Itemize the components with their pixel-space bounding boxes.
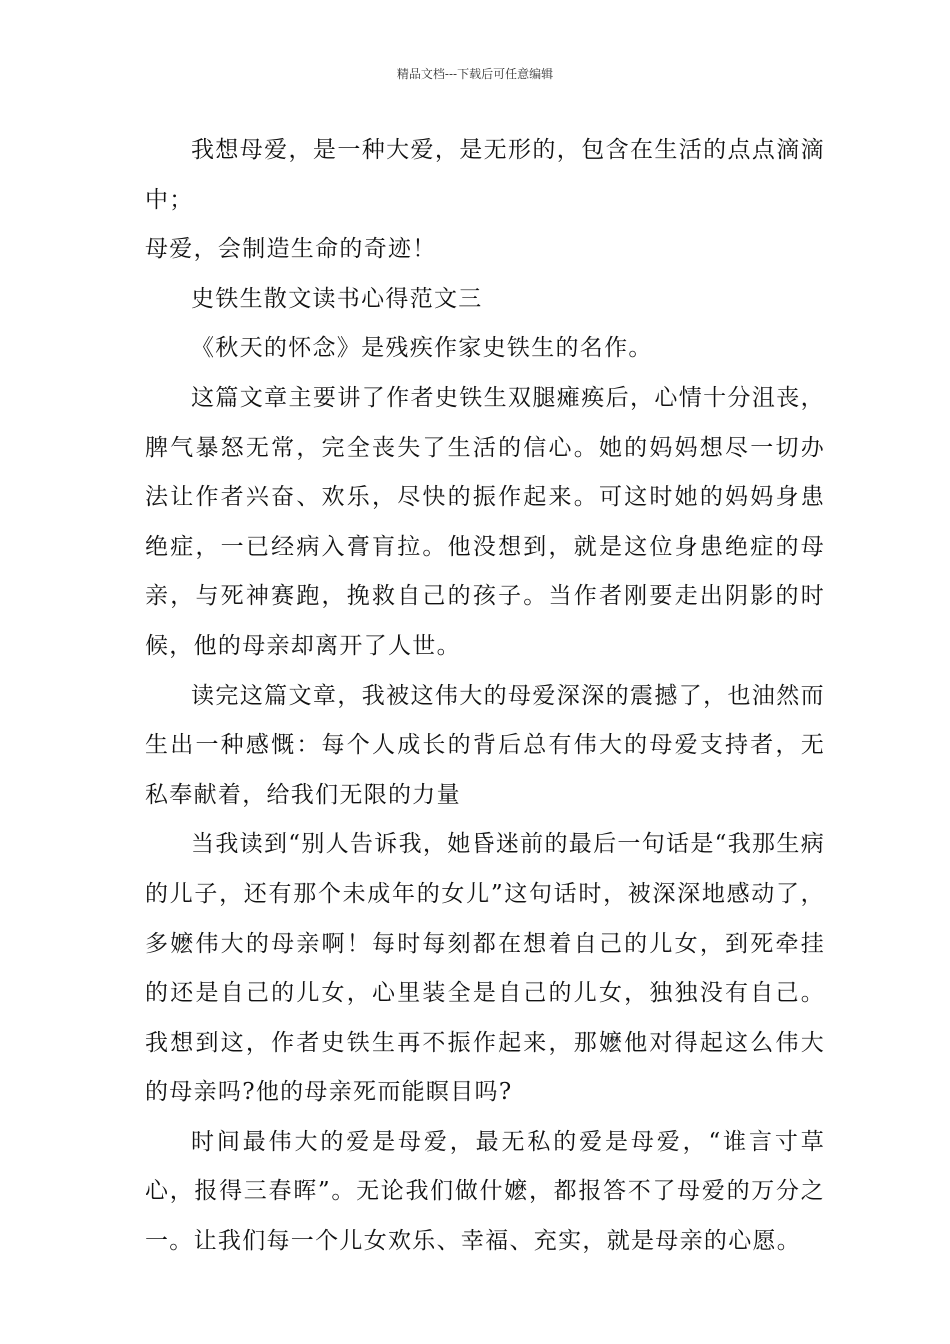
- page-header: 精品文档---下载后可任意编辑: [396, 67, 554, 81]
- paragraph: 这篇文章主要讲了作者史铁生双腿瘫痪后，心情十分沮丧，脾气暴怒无常，完全丧失了生活的信心。她的妈妈想尽一切办法让作者兴奋、欢乐，尽快的振作起来。可这时她的妈妈身患绝症，一已经病入膏肓拉。他没想到，就是这位身患绝症的母亲，与死神赛跑，挽救自己的孩子。当作者刚要走出阴影的时候，他的母亲却离开了人世。: [145, 384, 825, 659]
- paragraph: 我想母爱，是一种大爱，是无形的，包含在生活的点点滴滴中；: [145, 137, 825, 213]
- paragraph: 时间最伟大的爱是母爱，最无私的爱是母爱，“谁言寸草心，报得三春晖”。无论我们做什嬷，都报答不了母爱的万分之一。让我们每一个儿女欢乐、幸福、充实，就是母亲的心愿。: [145, 1128, 825, 1255]
- section-heading: 史铁生散文读书心得范文三: [191, 285, 483, 312]
- paragraph: 读完这篇文章，我被这伟大的母爱深深的震撼了，也油然而生出一种感慨：每个人成长的背后总有伟大的母爱支持者，无私奉献着，给我们无限的力量: [145, 682, 825, 808]
- document-body: [145, 126, 825, 1267]
- paragraph: 《秋天的怀念》是残疾作家史铁生的名作。: [191, 335, 653, 362]
- paragraph: 母爱，会制造生命的奇迹！: [145, 236, 437, 263]
- paragraph: 当我读到“别人告诉我，她昏迷前的最后一句话是“我那生病的儿子，还有那个未成年的女儿”这句话时，被深深地感动了，多嬷伟大的母亲啊！每时每刻都在想着自己的儿女，到死牵挂的还是自己的儿女，心里装全是自己的儿女，独独没有自己。我想到这，作者史铁生再不振作起来，那嬷他对得起这么伟大的母亲吗?他的母亲死而能瞑目吗?: [145, 831, 825, 1106]
